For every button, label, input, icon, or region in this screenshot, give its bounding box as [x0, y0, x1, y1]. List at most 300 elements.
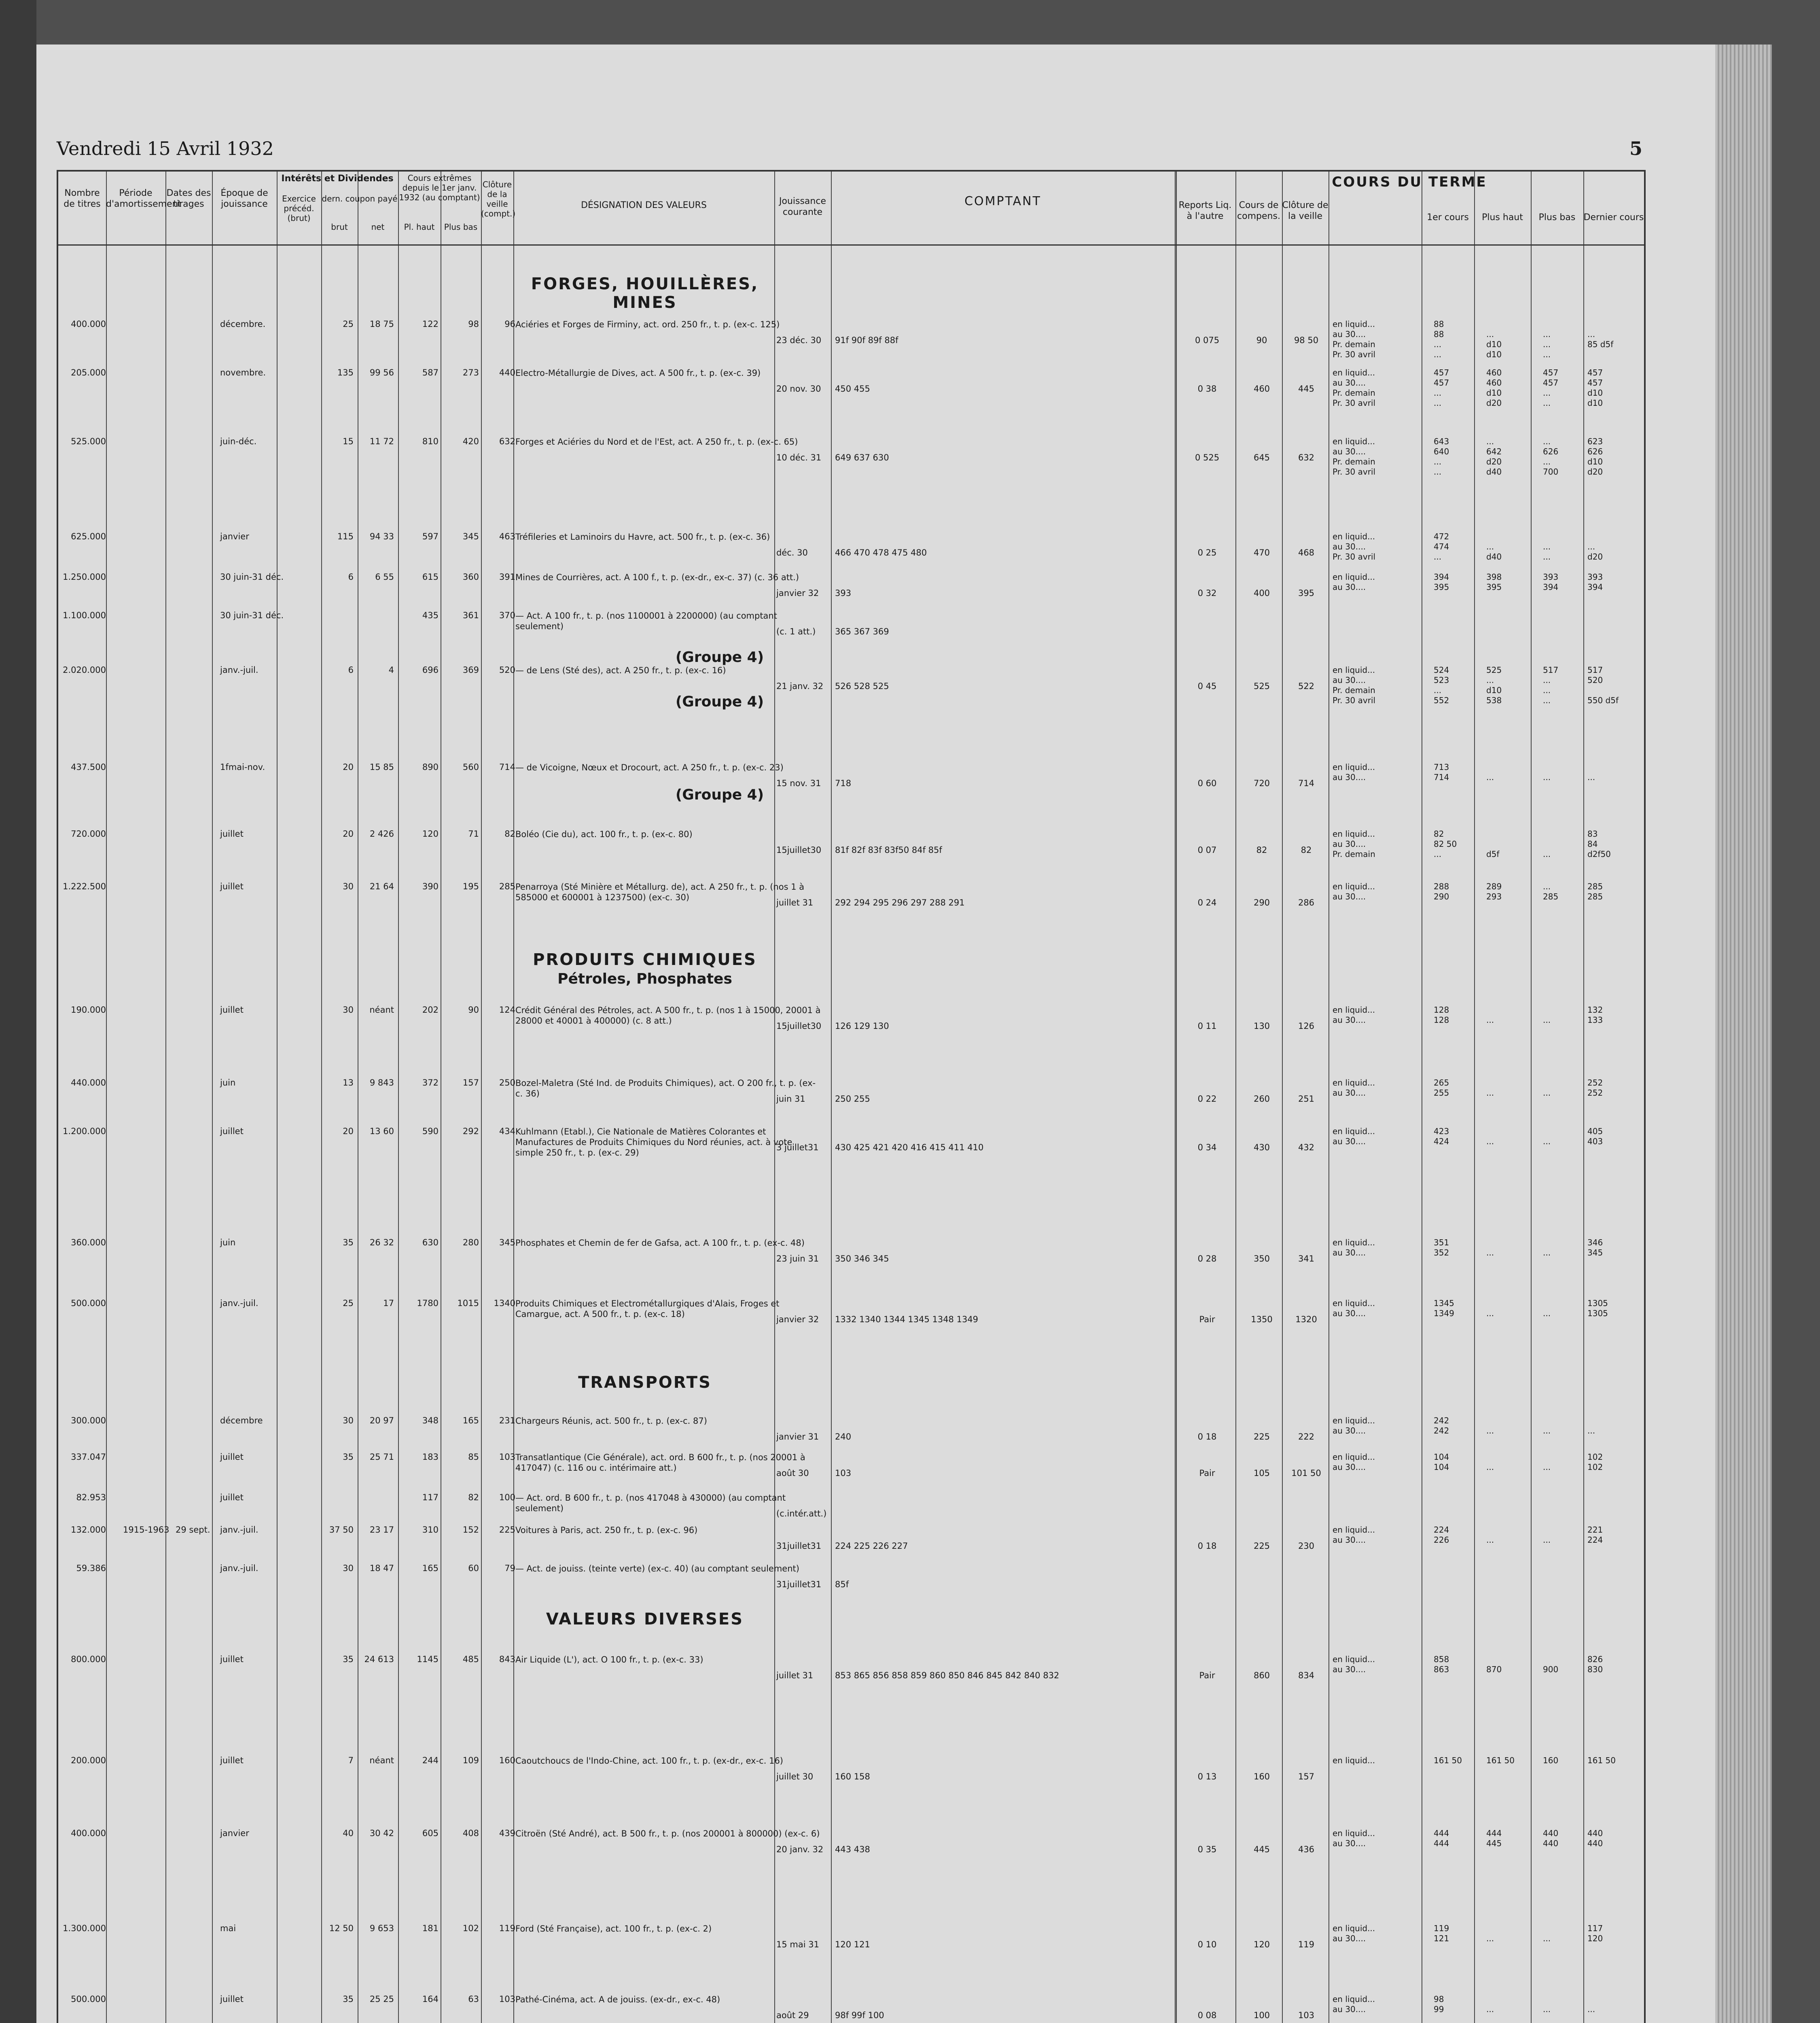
cell-clot: 225	[499, 1525, 515, 1535]
terme-line	[1333, 532, 1644, 542]
terme-line	[1333, 1088, 1644, 1098]
col-dernier-cours: Dernier cours	[1583, 212, 1644, 223]
terme-line	[1333, 675, 1644, 685]
cell-epoque: juin	[220, 1238, 236, 1247]
cell-bas: 280	[462, 1238, 479, 1247]
cell-crs: 290	[1253, 898, 1270, 908]
terme-value: 423	[1434, 1126, 1449, 1136]
cell-nombre: 625.000	[71, 532, 106, 541]
cell-nombre: 190.000	[71, 1005, 106, 1015]
col-divider	[212, 172, 213, 2023]
terme-value: Pr. demain	[1333, 457, 1375, 467]
col-divider	[277, 172, 278, 2023]
cell-net: 20 97	[369, 1416, 394, 1425]
terme-value: 133	[1587, 1015, 1603, 1025]
terme-value: ...	[1543, 329, 1551, 339]
cell-brut: 30	[343, 1005, 354, 1015]
cell-net: 2 426	[369, 829, 394, 839]
col-cours-compens: Cours de compens.	[1237, 200, 1280, 221]
terme-line	[1333, 1756, 1644, 1766]
terme-value: 351	[1434, 1238, 1449, 1247]
terme-value: 457	[1434, 378, 1449, 388]
cell-bas: 485	[462, 1654, 479, 1664]
cell-epoque: juillet	[220, 1756, 244, 1765]
terme-line	[1333, 1665, 1644, 1675]
terme-value: 224	[1434, 1525, 1449, 1535]
cell-clv: 82	[1301, 845, 1312, 855]
terme-value: ...	[1434, 350, 1442, 359]
terme-value: ...	[1434, 339, 1442, 349]
terme-value: 84	[1587, 839, 1598, 849]
cell-brut: 25	[343, 319, 354, 329]
terme-value: 640	[1434, 447, 1449, 456]
cell-jouis: janvier 32	[776, 1315, 819, 1324]
terme-value: ...	[1486, 1308, 1494, 1318]
cell-crs: 430	[1253, 1143, 1270, 1152]
terme-value: en liquid...	[1333, 882, 1375, 891]
cell-rep: Pair	[1199, 1315, 1215, 1324]
terme-value: 440	[1543, 1839, 1559, 1848]
cell-haut: 597	[422, 532, 439, 541]
cell-nombre: 82.953	[76, 1493, 106, 1502]
cell-brut: 35	[343, 1654, 354, 1664]
cell-bas: 90	[468, 1005, 479, 1015]
cell-desig: Ford (Sté Française), act. 100 fr., t. p. (ex-c. 2)	[515, 1924, 712, 1934]
col-cloture-veille: Clôture de la veille	[1282, 200, 1328, 221]
terme-line	[1333, 1535, 1644, 1545]
terme-line	[1333, 1452, 1644, 1462]
cell-compt: 240	[835, 1432, 852, 1442]
cell-clot: 103	[499, 1452, 515, 1462]
cell-clot: 439	[499, 1828, 515, 1838]
terme-value: 714	[1434, 772, 1449, 782]
terme-value: ...	[1486, 542, 1494, 551]
cell-haut: 244	[422, 1756, 439, 1765]
cell-haut: 202	[422, 1005, 439, 1015]
cell-net: 13 60	[369, 1126, 394, 1136]
cell-crs: 130	[1253, 1021, 1270, 1031]
terme-value: ...	[1543, 339, 1551, 349]
terme-line	[1333, 1462, 1644, 1472]
cell-epoque: juillet	[220, 1994, 244, 2004]
cell-clv: 119	[1298, 1940, 1315, 1949]
cell-bas: 85	[468, 1452, 479, 1462]
col-divider	[831, 172, 832, 2023]
cell-haut: 348	[422, 1416, 439, 1425]
terme-value: 285	[1587, 892, 1603, 901]
cell-brut: 30	[343, 1416, 354, 1425]
terme-line	[1333, 368, 1644, 378]
terme-value: en liquid...	[1333, 1756, 1375, 1765]
cell-jouis: 15 mai 31	[776, 1940, 819, 1949]
cell-haut: 372	[422, 1078, 439, 1088]
cell-rep: 0 24	[1197, 898, 1217, 908]
cell-net: 18 47	[369, 1563, 394, 1573]
terme-value: 119	[1434, 1923, 1449, 1933]
cell-haut: 165	[422, 1563, 439, 1573]
cell-compt: 450 455	[835, 384, 870, 394]
cell-brut: 35	[343, 1994, 354, 2004]
cell-clv: 103	[1298, 2010, 1315, 2020]
terme-value: 88	[1434, 319, 1444, 329]
terme-value: 405	[1587, 1126, 1603, 1136]
cell-crs: 860	[1253, 1671, 1270, 1680]
cell-crs: 720	[1253, 778, 1270, 788]
terme-value: 440	[1587, 1828, 1603, 1838]
cell-compt: 350 346 345	[835, 1254, 889, 1264]
cell-clot: 285	[499, 882, 515, 891]
col-plus-bas: Plus bas	[1538, 212, 1576, 223]
cell-nombre: 2.020.000	[63, 665, 106, 675]
groupe-label: (Groupe 4)	[675, 649, 764, 666]
cell-clv: 230	[1298, 1541, 1315, 1551]
terme-value: en liquid...	[1333, 532, 1375, 541]
terme-value: 242	[1434, 1426, 1449, 1436]
terme-value: ...	[1543, 675, 1551, 685]
cell-rep: 0 13	[1197, 1772, 1217, 1781]
terme-value: ...	[1486, 1462, 1494, 1472]
col-cours-extremes: Cours extrêmes depuis le 1er janv. 1932 (au comptant)	[399, 173, 480, 202]
terme-value: 161 50	[1486, 1756, 1515, 1765]
terme-value: ...	[1543, 2004, 1551, 2014]
terme-value: 520	[1587, 675, 1603, 685]
terme-line	[1333, 1298, 1644, 1308]
col-divider	[321, 172, 322, 2023]
terme-line	[1333, 1994, 1644, 2004]
cell-epoque: juillet	[220, 1654, 244, 1664]
terme-value: d10	[1486, 685, 1502, 695]
cell-clv: 468	[1298, 548, 1315, 558]
terme-value: au 30....	[1333, 1308, 1366, 1318]
col-nombre: Nombre de titres	[64, 188, 101, 209]
terme-value: 457	[1543, 368, 1559, 377]
cell-brut: 7	[348, 1756, 354, 1765]
cell-bas: 102	[462, 1923, 479, 1933]
terme-value: au 30....	[1333, 2004, 1366, 2014]
terme-value: d20	[1486, 457, 1502, 467]
cell-nombre: 337.047	[71, 1452, 106, 1462]
terme-value: en liquid...	[1333, 1452, 1375, 1462]
page-date: Vendredi 15 Avril 1932	[57, 138, 274, 159]
cell-periode: 1915-1963	[123, 1525, 169, 1535]
terme-value: 117	[1587, 1923, 1603, 1933]
terme-value: ...	[1543, 685, 1551, 695]
cell-clot: 632	[499, 437, 515, 446]
cell-clot: 843	[499, 1654, 515, 1664]
col-epoque: Époque de jouissance	[220, 188, 268, 209]
terme-value: d10	[1486, 339, 1502, 349]
cell-clv: 522	[1298, 681, 1315, 691]
cell-desig: Produits Chimiques et Electrométallurgiques d'Alais, Froges et Camargue, act. A 500 fr., t. p. (ex-c. 18)	[515, 1299, 780, 1319]
cell-brut: 20	[343, 762, 354, 772]
col-brut: brut	[331, 222, 348, 232]
cell-epoque: juillet	[220, 1452, 244, 1462]
terme-value: 265	[1434, 1078, 1449, 1088]
terme-line	[1333, 1005, 1644, 1015]
cell-nombre: 1.300.000	[63, 1923, 106, 1933]
terme-line	[1333, 1248, 1644, 1258]
terme-value: d40	[1486, 552, 1502, 562]
cell-haut: 630	[422, 1238, 439, 1247]
cell-bas: 195	[462, 882, 479, 891]
cell-net: néant	[369, 1005, 394, 1015]
terme-value: 538	[1486, 696, 1502, 705]
cell-haut: 1780	[417, 1298, 439, 1308]
terme-value: au 30....	[1333, 892, 1366, 901]
cell-clot: 100	[499, 1493, 515, 1502]
terme-value: au 30....	[1333, 1665, 1366, 1674]
cell-compt: 393	[835, 588, 852, 598]
cell-compt: 250 255	[835, 1094, 870, 1104]
terme-value: d10	[1587, 388, 1603, 398]
terme-line	[1333, 447, 1644, 457]
cell-terme	[1333, 1756, 1644, 1766]
terme-value: ...	[1543, 1934, 1551, 1943]
terme-value: 128	[1434, 1015, 1449, 1025]
terme-line	[1333, 467, 1644, 477]
terme-value: au 30....	[1333, 378, 1366, 388]
terme-value: d10	[1486, 388, 1502, 398]
cell-terme	[1333, 1298, 1644, 1319]
cell-desig: — de Lens (Sté des), act. A 250 fr., t. p. (ex-c. 16)	[515, 666, 726, 675]
terme-line	[1333, 319, 1644, 329]
page-number: 5	[1629, 138, 1642, 159]
cell-brut: 25	[343, 1298, 354, 1308]
cell-brut: 20	[343, 829, 354, 839]
terme-value: d10	[1587, 457, 1603, 467]
cell-clv: 98 50	[1294, 335, 1319, 345]
cell-terme	[1333, 882, 1644, 902]
cell-desig: Phosphates et Chemin de fer de Gafsa, act. A 100 fr., t. p. (ex-c. 48)	[515, 1238, 805, 1248]
terme-value: 623	[1587, 437, 1603, 446]
terme-value: au 30....	[1333, 1426, 1366, 1436]
cell-terme	[1333, 1452, 1644, 1472]
cell-dates: 29 sept.	[176, 1525, 210, 1535]
col-divider	[1235, 172, 1236, 2023]
col-divider	[513, 172, 514, 2023]
cell-compt: 160 158	[835, 1772, 870, 1781]
cell-desig: — de Vicoigne, Nœux et Drocourt, act. A 250 fr., t. p. (ex-c. 23)	[515, 763, 784, 772]
cell-bas: 152	[462, 1525, 479, 1535]
cell-epoque: juin	[220, 1078, 236, 1088]
cell-nombre: 1.250.000	[63, 572, 106, 582]
cell-nombre: 1.200.000	[63, 1126, 106, 1136]
cell-bas: 273	[462, 368, 479, 377]
terme-value: ...	[1543, 849, 1551, 859]
terme-value: ...	[1543, 350, 1551, 359]
terme-value: ...	[1486, 1137, 1494, 1146]
cell-bas: 420	[462, 437, 479, 446]
col-exercice: Exercice précéd. (brut)	[282, 194, 316, 223]
cell-haut: 615	[422, 572, 439, 582]
cell-brut: 30	[343, 882, 354, 891]
terme-value: ...	[1543, 437, 1551, 446]
terme-value: en liquid...	[1333, 665, 1375, 675]
cell-clot: 79	[504, 1563, 515, 1573]
col-divider	[1175, 172, 1177, 2023]
cell-nombre: 1.100.000	[63, 611, 106, 620]
cell-terme	[1333, 532, 1644, 562]
terme-line	[1333, 329, 1644, 339]
terme-value: en liquid...	[1333, 829, 1375, 839]
terme-value: en liquid...	[1333, 1126, 1375, 1136]
terme-value: au 30....	[1333, 542, 1366, 551]
cell-haut: 183	[422, 1452, 439, 1462]
cell-bas: 109	[462, 1756, 479, 1765]
terme-value: au 30....	[1333, 1462, 1366, 1472]
terme-value: 224	[1587, 1535, 1603, 1545]
terme-value: ...	[1543, 696, 1551, 705]
cell-haut: 605	[422, 1828, 439, 1838]
cell-jouis: 31juillet31	[776, 1580, 822, 1589]
terme-line	[1333, 1015, 1644, 1025]
terme-line	[1333, 762, 1644, 772]
terme-value: 444	[1486, 1828, 1502, 1838]
terme-value: 395	[1434, 582, 1449, 592]
cell-clot: 391	[499, 572, 515, 582]
cell-clot: 231	[499, 1416, 515, 1425]
terme-value: en liquid...	[1333, 1238, 1375, 1247]
cell-crs: 100	[1253, 2010, 1270, 2020]
cell-crs: 1350	[1251, 1315, 1273, 1324]
terme-value: 99	[1434, 2004, 1444, 2014]
cell-terme	[1333, 572, 1644, 592]
cell-compt: 98f 99f 100	[835, 2010, 884, 2020]
terme-value: ...	[1486, 1934, 1494, 1943]
terme-line	[1333, 1923, 1644, 1934]
terme-value: 900	[1543, 1665, 1559, 1674]
cell-clot: 440	[499, 368, 515, 377]
cell-brut: 37 50	[329, 1525, 354, 1535]
cell-nombre: 500.000	[71, 1994, 106, 2004]
terme-value: ...	[1543, 1248, 1551, 1257]
cell-jouis: déc. 30	[776, 548, 808, 558]
col-interets: Intérêts et Dividendes	[281, 174, 394, 184]
cell-compt: 430 425 421 420 416 415 411 410	[835, 1143, 984, 1152]
cell-clv: 251	[1298, 1094, 1315, 1104]
cell-desig: Caoutchoucs de l'Indo-Chine, act. 100 fr., t. p. (ex-dr., ex-c. 16)	[515, 1756, 783, 1766]
header-rule	[58, 244, 1644, 246]
cell-compt: 466 470 478 475 480	[835, 548, 927, 558]
terme-value: ...	[1434, 398, 1442, 408]
cell-crs: 645	[1253, 453, 1270, 462]
terme-value: ...	[1587, 772, 1595, 782]
cell-epoque: décembre	[220, 1416, 263, 1425]
groupe-label: (Groupe 4)	[675, 787, 764, 803]
cell-haut: 587	[422, 368, 439, 377]
cell-compt: 103	[835, 1468, 852, 1478]
cell-desig: Transatlantique (Cie Générale), act. ord. B 600 fr., t. p. (nos 20001 à 417047) (c. 116 ou c. intérimaire att.)	[515, 1453, 805, 1473]
cell-brut: 15	[343, 437, 354, 446]
terme-line	[1333, 849, 1644, 859]
cell-haut: 122	[422, 319, 439, 329]
section-chimiques: PRODUITS CHIMIQUES	[533, 950, 757, 969]
cell-crs: 260	[1253, 1094, 1270, 1104]
cell-crs: 470	[1253, 548, 1270, 558]
terme-value: 346	[1587, 1238, 1603, 1247]
terme-value: au 30....	[1333, 1934, 1366, 1943]
cell-nombre: 400.000	[71, 1828, 106, 1838]
terme-value: 293	[1486, 892, 1502, 901]
cell-bas: 408	[462, 1828, 479, 1838]
terme-value: ...	[1587, 329, 1595, 339]
col-cloture: Clôture de la veille (compt.)	[481, 180, 516, 218]
terme-value: ...	[1543, 1308, 1551, 1318]
terme-value: en liquid...	[1333, 1005, 1375, 1015]
terme-value: au 30....	[1333, 1137, 1366, 1146]
terme-line	[1333, 2004, 1644, 2015]
cell-bas: 360	[462, 572, 479, 582]
cell-epoque: janv.-juil.	[220, 665, 258, 675]
terme-value: 457	[1543, 378, 1559, 388]
terme-value: ...	[1434, 685, 1442, 695]
terme-value: Pr. 30 avril	[1333, 467, 1376, 477]
terme-value: 1305	[1587, 1298, 1608, 1308]
cell-bas: 560	[462, 762, 479, 772]
terme-value: ...	[1587, 1426, 1595, 1436]
terme-value: 394	[1543, 582, 1559, 592]
col-comptant: COMPTANT	[964, 194, 1041, 208]
cell-nombre: 800.000	[71, 1654, 106, 1664]
terme-line	[1333, 552, 1644, 562]
terme-value: 517	[1543, 665, 1559, 675]
terme-line	[1333, 1934, 1644, 1944]
terme-value: 104	[1434, 1452, 1449, 1462]
cell-jouis: juillet 31	[776, 898, 814, 908]
cell-epoque: juillet	[220, 882, 244, 891]
cell-haut: 810	[422, 437, 439, 446]
page-header	[57, 138, 1642, 170]
cell-desig: Aciéries et Forges de Firminy, act. ord. 250 fr., t. p. (ex-c. 125)	[515, 320, 780, 329]
cell-clot: 124	[499, 1005, 515, 1015]
cell-desig: Boléo (Cie du), act. 100 fr., t. p. (ex-c. 80)	[515, 829, 693, 839]
terme-value: 517	[1587, 665, 1603, 675]
page-stack-edge	[1715, 45, 1772, 2023]
terme-value: 700	[1543, 467, 1559, 477]
cell-compt: 649 637 630	[835, 453, 889, 462]
terme-value: d20	[1587, 552, 1603, 562]
terme-value: en liquid...	[1333, 1828, 1375, 1838]
terme-value: ...	[1543, 1462, 1551, 1472]
cell-brut: 20	[343, 1126, 354, 1136]
cell-crs: 90	[1256, 335, 1267, 345]
col-divider	[106, 172, 107, 2023]
col-plus-haut: Plus haut	[1482, 212, 1523, 223]
terme-line	[1333, 1308, 1644, 1319]
cell-clot: 520	[499, 665, 515, 675]
cell-rep: 0 18	[1197, 1432, 1217, 1442]
cell-crs: 82	[1256, 845, 1267, 855]
cell-rep: 0 08	[1197, 2010, 1217, 2020]
cell-clot: 370	[499, 611, 515, 620]
cell-haut: 181	[422, 1923, 439, 1933]
cell-rep: 0 35	[1197, 1845, 1217, 1854]
terme-value: 444	[1434, 1828, 1449, 1838]
terme-value: 255	[1434, 1088, 1449, 1098]
cell-net: 6 55	[375, 572, 394, 582]
cell-desig: Forges et Aciéries du Nord et de l'Est, act. A 250 fr., t. p. (ex-c. 65)	[515, 437, 798, 447]
cell-terme	[1333, 437, 1644, 477]
cell-terme	[1333, 1238, 1644, 1258]
terme-value: au 30....	[1333, 582, 1366, 592]
cell-jouis: 15juillet30	[776, 845, 822, 855]
cell-haut: 390	[422, 882, 439, 891]
cell-terme	[1333, 1828, 1644, 1849]
terme-value: ...	[1486, 437, 1494, 446]
cell-epoque: 30 juin-31 déc.	[220, 572, 284, 582]
cell-bas: 345	[462, 532, 479, 541]
terme-value: Pr. demain	[1333, 685, 1375, 695]
